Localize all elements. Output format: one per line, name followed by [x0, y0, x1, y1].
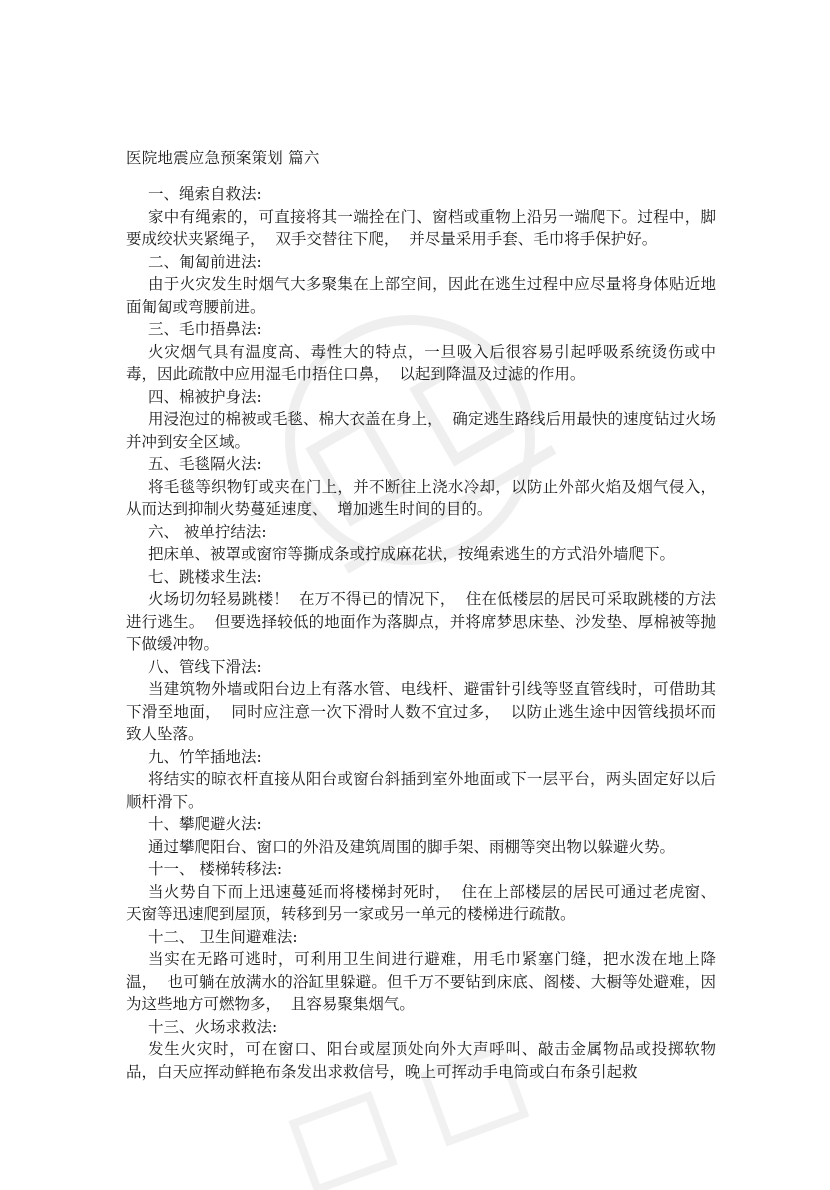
- section-heading: 八、管线下滑法:: [148, 657, 262, 676]
- section-text: 火场切勿轻易跳楼！ 在万不得已的情况下， 住在低楼层的居民可采取跳楼的方法进行逃生。 但要选择较低的地面作为落脚点，并将席梦思床垫、沙发垫、厚棉被等抛下做缓冲物。: [126, 590, 716, 653]
- section-text: 家中有绳索的，可直接将其一端拴在门、窗档或重物上沿另一端爬下。过程中，脚要成绞状夹紧绳子， 双手交替往下爬， 并尽量采用手套、毛巾将手保护好。: [126, 207, 716, 248]
- section-2: [126, 251, 716, 319]
- section-heading: 九、竹竿插地法:: [148, 747, 262, 766]
- section-9: [126, 746, 716, 814]
- section-3: [126, 318, 716, 386]
- section-heading: 六、 被单拧结法:: [148, 522, 267, 541]
- section-heading: 五、毛毯隔火法:: [148, 455, 262, 473]
- section-text: 将结实的晾衣杆直接从阳台或窗台斜插到室外地面或下一层平台，两头固定好以后顺杆滑下。: [126, 770, 716, 811]
- section-1: [126, 183, 716, 251]
- section-10: [126, 813, 716, 858]
- section-8: [126, 656, 716, 746]
- section-text: 发生火灾时，可在窗口、阳台或屋顶处向外大声呼叫、敲击金属物品或投掷软物品，白天应挥动鲜艳布条发出求救信号，晚上可挥动手电筒或白布条引起救: [126, 1040, 716, 1081]
- section-heading: 二、匍匐前进法:: [148, 252, 262, 271]
- section-text: 用浸泡过的棉被或毛毯、棉大衣盖在身上， 确定逃生路线后用最快的速度钻过火场并冲到安全区域。: [126, 410, 716, 451]
- section-heading: 四、棉被护身法:: [148, 387, 262, 406]
- section-text: 当实在无路可逃时，可利用卫生间进行避难，用毛巾紧塞门缝，把水泼在地上降温， 也可躺在放满水的浴缸里躲避。但千万不要钻到床底、阁楼、大橱等处避难，因为这些地方可燃物多， 且容易聚集烟气。: [126, 950, 716, 1013]
- section-text: 当火势自下而上迅速蔓延而将楼梯封死时， 住在上部楼层的居民可通过老虎窗、 天窗等迅速爬到屋顶，转移到另一家或另一单元的楼梯进行疏散。: [126, 882, 726, 923]
- section-heading: 十二、 卫生间避难法:: [148, 927, 298, 946]
- section-heading: 三、毛巾捂鼻法:: [148, 320, 262, 338]
- section-heading: 十三、火场求救法:: [148, 1017, 278, 1036]
- document-title: 医院地震应急预案策划 篇六: [126, 149, 320, 167]
- section-13: [126, 1016, 716, 1084]
- section-12: [126, 926, 716, 1016]
- section-11: [126, 858, 726, 926]
- document-body: [126, 183, 726, 1083]
- section-text: 把床单、被罩或窗帘等撕成条或拧成麻花状，按绳索逃生的方式沿外墙爬下。: [148, 545, 676, 563]
- section-heading: 七、跳楼求生法:: [148, 567, 262, 586]
- section-text: 通过攀爬阳台、窗口的外沿及建筑周围的脚手架、雨棚等突出物以躲避火势。: [148, 837, 676, 856]
- section-heading: 十、攀爬避火法:: [148, 815, 262, 833]
- section-7: [126, 566, 716, 656]
- section-text: 由于火灾发生时烟气大多聚集在上部空间，因此在逃生过程中应尽量将身体贴近地面匍匐或弯腰前进。: [126, 275, 716, 316]
- section-text: 将毛毯等织物钉或夹在门上，并不断往上浇水冷却，以防止外部火焰及烟气侵入， 从而达到抑制火势蔓延速度、 增加逃生时间的目的。: [126, 477, 726, 518]
- section-text: 当建筑物外墙或阳台边上有落水管、电线杆、避雷针引线等竖直管线时，可借助其下滑至地面， 同时应注意一次下滑时人数不宜过多， 以防止逃生途中因管线损坏而致人坠落。: [126, 680, 716, 743]
- section-4: [126, 386, 716, 454]
- section-5: [126, 453, 726, 521]
- section-6: [126, 521, 716, 566]
- section-heading: 十一、 楼梯转移法:: [148, 860, 283, 878]
- section-text: 火灾烟气具有温度高、毒性大的特点，一旦吸入后很容易引起呼吸系统烫伤或中毒，因此疏散中应用湿毛巾捂住口鼻， 以起到降温及过滤的作用。: [126, 342, 716, 383]
- section-heading: 一、绳索自救法:: [148, 185, 262, 203]
